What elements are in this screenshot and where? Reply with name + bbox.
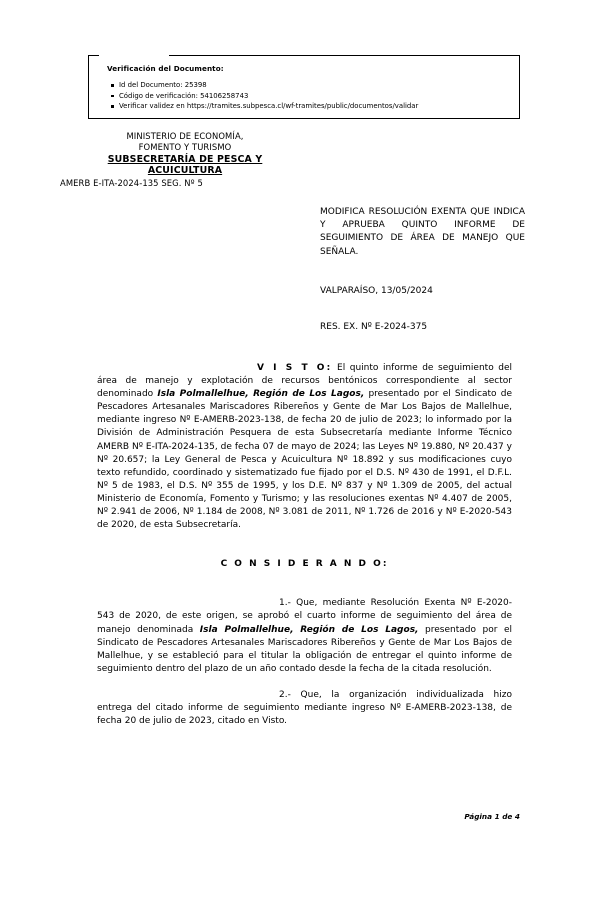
body-spacer	[97, 676, 512, 689]
document-verification-box	[88, 55, 520, 119]
list-item: Código de verificación: 54106258743	[119, 91, 509, 102]
document-body	[97, 362, 512, 728]
subsecretariat-line-2: ACUICULTURA	[147, 165, 223, 177]
document-subject: MODIFICA RESOLUCIÓN EXENTA QUE INDICA Y APRUEBA QUINTO INFORME DE SEGUIMIENTO DE ÁREA DE MANEJO QUE SEÑALA.	[320, 207, 525, 257]
subsecretariat-line-1: SUBSECRETARÍA DE PESCA Y	[107, 153, 263, 165]
resolution-number: RES. EX. Nº E-2024-375	[320, 322, 428, 332]
place-and-date: VALPARAÍSO, 13/05/2024	[320, 286, 433, 296]
list-item: Id del Documento: 25398	[119, 80, 509, 91]
area-name-considerando-1: Isla Polmallelhue, Región de Los Lagos,	[199, 624, 419, 635]
letterhead	[60, 131, 310, 189]
considerando-1-text-part-2: presentado por el Sindicato de Pescadores Artesanales Mariscadores Ribereños y Gente de Mar Los Bajos de Mallelhue, y se estableció para el titular la obligación de entregar el quinto informe de seguimiento dentro del plazo de un año contado desde la fecha de la citada resolución.	[97, 624, 512, 674]
area-name-visto: Isla Polmallelhue, Región de Los Lagos,	[157, 389, 365, 400]
paragraph-visto	[97, 362, 512, 532]
list-item[interactable]: Verificar validez en https://tramites.subpesca.cl/wf-tramites/public/documentos/validar	[119, 101, 509, 112]
visto-label: V I S T O:	[257, 363, 333, 373]
body-spacer	[97, 571, 512, 597]
paragraph-considerando-2	[97, 689, 512, 728]
considerando-2-number: 2.-	[279, 689, 291, 700]
verification-list	[107, 80, 509, 112]
paragraph-considerando-1	[97, 597, 512, 676]
visto-text-part-1: El quinto informe de seguimiento del área de manejo y explotación de recursos bentónicos correspondiente al sector denominado	[97, 363, 512, 400]
ministry-line-1: MINISTERIO DE ECONOMÍA,	[126, 131, 244, 141]
verification-title: Verificación del Documento:	[107, 64, 224, 73]
considerando-2-text: Que, la organización individualizada hizo entrega del citado informe de seguimiento mediante ingreso Nº E-AMERB-2023-138, de fecha 20 de julio de 2023, citado en Visto.	[97, 689, 512, 727]
ministry-line-2: FOMENTO Y TURISMO	[138, 142, 232, 153]
considerando-heading: C O N S I D E R A N D O:	[220, 559, 389, 570]
body-spacer	[97, 532, 512, 558]
file-reference-code: AMERB E-ITA-2024-135 SEG. Nº 5	[60, 177, 203, 188]
considerando-1-text-part-1: Que, mediante Resolución Exenta Nº E-2020-543 de 2020, de este origen, se aprobó el cuarto informe de seguimiento del área de manejo denominada	[97, 598, 512, 635]
visto-text-part-2: presentado por el Sindicato de Pescadores Artesanales Mariscadores Ribereños y Gente de Mar Los Bajos de Mallelhue, mediante ingreso Nº E-AMERB-2023-138, de fecha 20 de julio de 2023; lo informado por la División de Administración Pesquera de esta Subsecretaría mediante Informe Técnico AMERB Nº E-ITA-2024-135, de fecha 07 de mayo de 2024; las Leyes Nº 19.880, Nº 20.437 y Nº 20.657; la Ley General de Pesca y Acuicultura Nº 18.892 y sus modificaciones cuyo texto refundido, coordinado y sistematizado fue fijado por el D.S. Nº 430 de 1991, el D.F.L. Nº 5 de 1983, el D.S. Nº 355 de 1995, y los D.E. Nº 837 y Nº 1.309 de 2005, del actual Ministerio de Economía, Fomento y Turismo; y las resoluciones exentas Nº 4.407 de 2005, Nº 2.941 de 2006, Nº 1.184 de 2008, Nº 3.081 de 2011, Nº 1.726 de 2016 y Nº E-2020-543 de 2020, de esta Subsecretaría.	[97, 389, 513, 531]
considerando-1-number: 1.-	[279, 598, 291, 609]
page-number-footer: Página 1 de 4	[464, 812, 520, 821]
